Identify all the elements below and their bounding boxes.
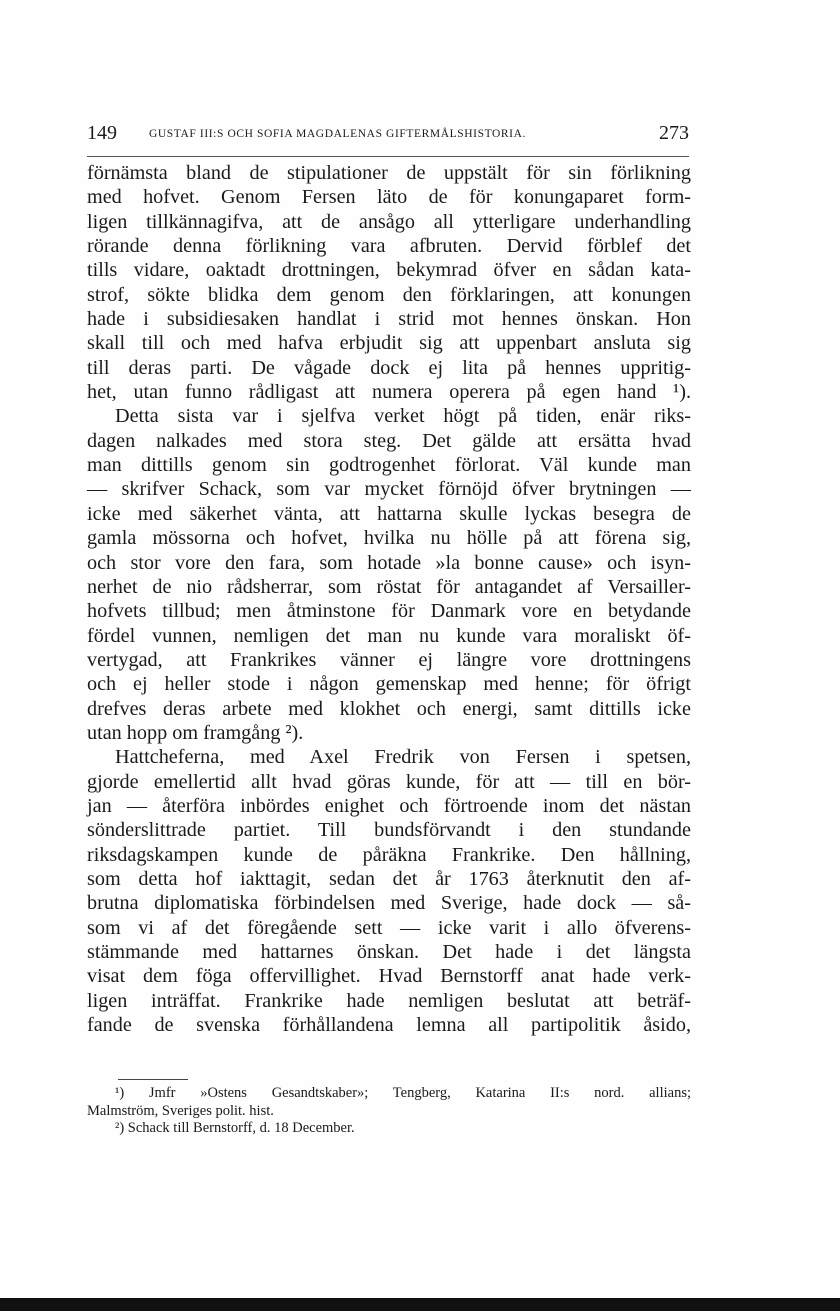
text-line: som detta hof iakttagit, sedan det år 1763 återknutit den af- <box>87 867 691 890</box>
text-line: hofvets tillbud; men åtminstone för Danmark vore en betydande <box>87 600 691 623</box>
text-line: nerhet de nio rådsherrar, som röstat för antagandet af Versailler- <box>87 575 691 598</box>
text-line: hade i subsidiesaken handlat i strid mot hennes önskan. Hon <box>87 308 691 331</box>
text-line: Detta sista var i sjelfva verket högt på tiden, enär riks- <box>115 405 691 428</box>
page-header <box>87 122 689 150</box>
footnotes <box>87 1085 691 1138</box>
header-rule <box>87 156 689 157</box>
text-line: fande de svenska förhållandena lemna all partipolitik åsido, <box>87 1014 691 1037</box>
text-line: och stor vore den fara, som hotade »la bonne cause» och isyn- <box>87 551 691 574</box>
text-line: drefves deras arbete med klokhet och energi, samt dittills icke <box>87 697 691 720</box>
text-line: vertygad, att Frankrikes vänner ej längre vore drottningens <box>87 648 691 671</box>
text-line: sönderslittrade partiet. Till bundsförvandt i den stundande <box>87 819 691 842</box>
text-line: skall till och med hafva erbjudit sig att uppenbart ansluta sig <box>87 332 691 355</box>
text-line: riksdagskampen kunde de påräkna Frankrike. Den hållning, <box>87 843 691 866</box>
text-line: rörande denna förlikning vara afbruten. Dervid förblef det <box>87 235 691 258</box>
body-text <box>87 161 691 1037</box>
text-line: Hattcheferna, med Axel Fredrik von Fersen i spetsen, <box>115 746 691 769</box>
text-line: strof, sökte blidka dem genom den förklaringen, att konungen <box>87 283 691 306</box>
text-line: som vi af det föregående sett — icke varit i allo öfverens- <box>87 916 691 939</box>
text-line: gamla mössorna och hofvet, hvilka nu hölle på att förena sig, <box>87 527 691 550</box>
text-line: till deras parti. De vågade dock ej lita på hennes uppritig- <box>87 356 691 379</box>
text-line: tills vidare, oaktadt drottningen, bekymrad öfver en sådan kata- <box>87 259 691 282</box>
text-line: brutna diplomatiska förbindelsen med Sverige, hade dock — så- <box>87 892 691 915</box>
page-number-right: 273 <box>659 122 689 144</box>
text-line: ligen inträffat. Frankrike hade nemligen beslutat att beträf- <box>87 989 691 1012</box>
text-line: het, utan funno rådligast att numera operera på egen hand ¹). <box>87 381 691 404</box>
page-number-left: 149 <box>87 122 117 144</box>
text-line: man dittills genom sin godtrogenhet förlorat. Väl kunde man <box>87 454 691 477</box>
text-line: stämmande med hattarnes önskan. Det hade i det längsta <box>87 941 691 963</box>
text-line: med hofvet. Genom Fersen läto de för konungaparet form- <box>87 186 691 209</box>
footnote-rule <box>118 1079 188 1080</box>
footnote-line: ¹) Jmfr »Ostens Gesandtskaber»; Tengberg, Katarina II:s nord. allians; <box>115 1085 691 1101</box>
text-line: visat dem föga offervillighet. Hvad Bernstorff anat hade verk- <box>87 965 691 988</box>
text-line: gjorde emellertid allt hvad göras kunde, för att — till en bör- <box>87 770 691 793</box>
text-line: dagen nalkades med stora steg. Det gälde att ersätta hvad <box>87 429 691 452</box>
text-line: — skrifver Schack, som var mycket förnöjd öfver brytningen — <box>87 478 691 501</box>
text-line: jan — återföra inbördes enighet och förtroende inom det nästan <box>87 794 691 817</box>
footnote-line: Malmström, Sveriges polit. hist. <box>87 1102 274 1119</box>
text-line: icke med säkerhet vänta, att hattarna skulle lyckas besegra de <box>87 502 691 525</box>
scan-edge <box>0 1298 840 1311</box>
text-line: ligen tillkännagifva, att de ansågo all ytterligare underhandling <box>87 210 691 233</box>
running-title: GUSTAF III:S OCH SOFIA MAGDALENAS GIFTERMÅLSHISTORIA. <box>149 128 526 140</box>
footnote-line: ²) Schack till Bernstorff, d. 18 December. <box>115 1120 355 1136</box>
text-line: utan hopp om framgång ²). <box>87 721 304 744</box>
text-line: och ej heller stode i någon gemenskap med henne; för öfrigt <box>87 673 691 696</box>
text-line: förnämsta bland de stipulationer de uppstält för sin förlikning <box>87 162 691 184</box>
text-line: fördel vunnen, nemligen det man nu kunde vara moraliskt öf- <box>87 624 691 647</box>
